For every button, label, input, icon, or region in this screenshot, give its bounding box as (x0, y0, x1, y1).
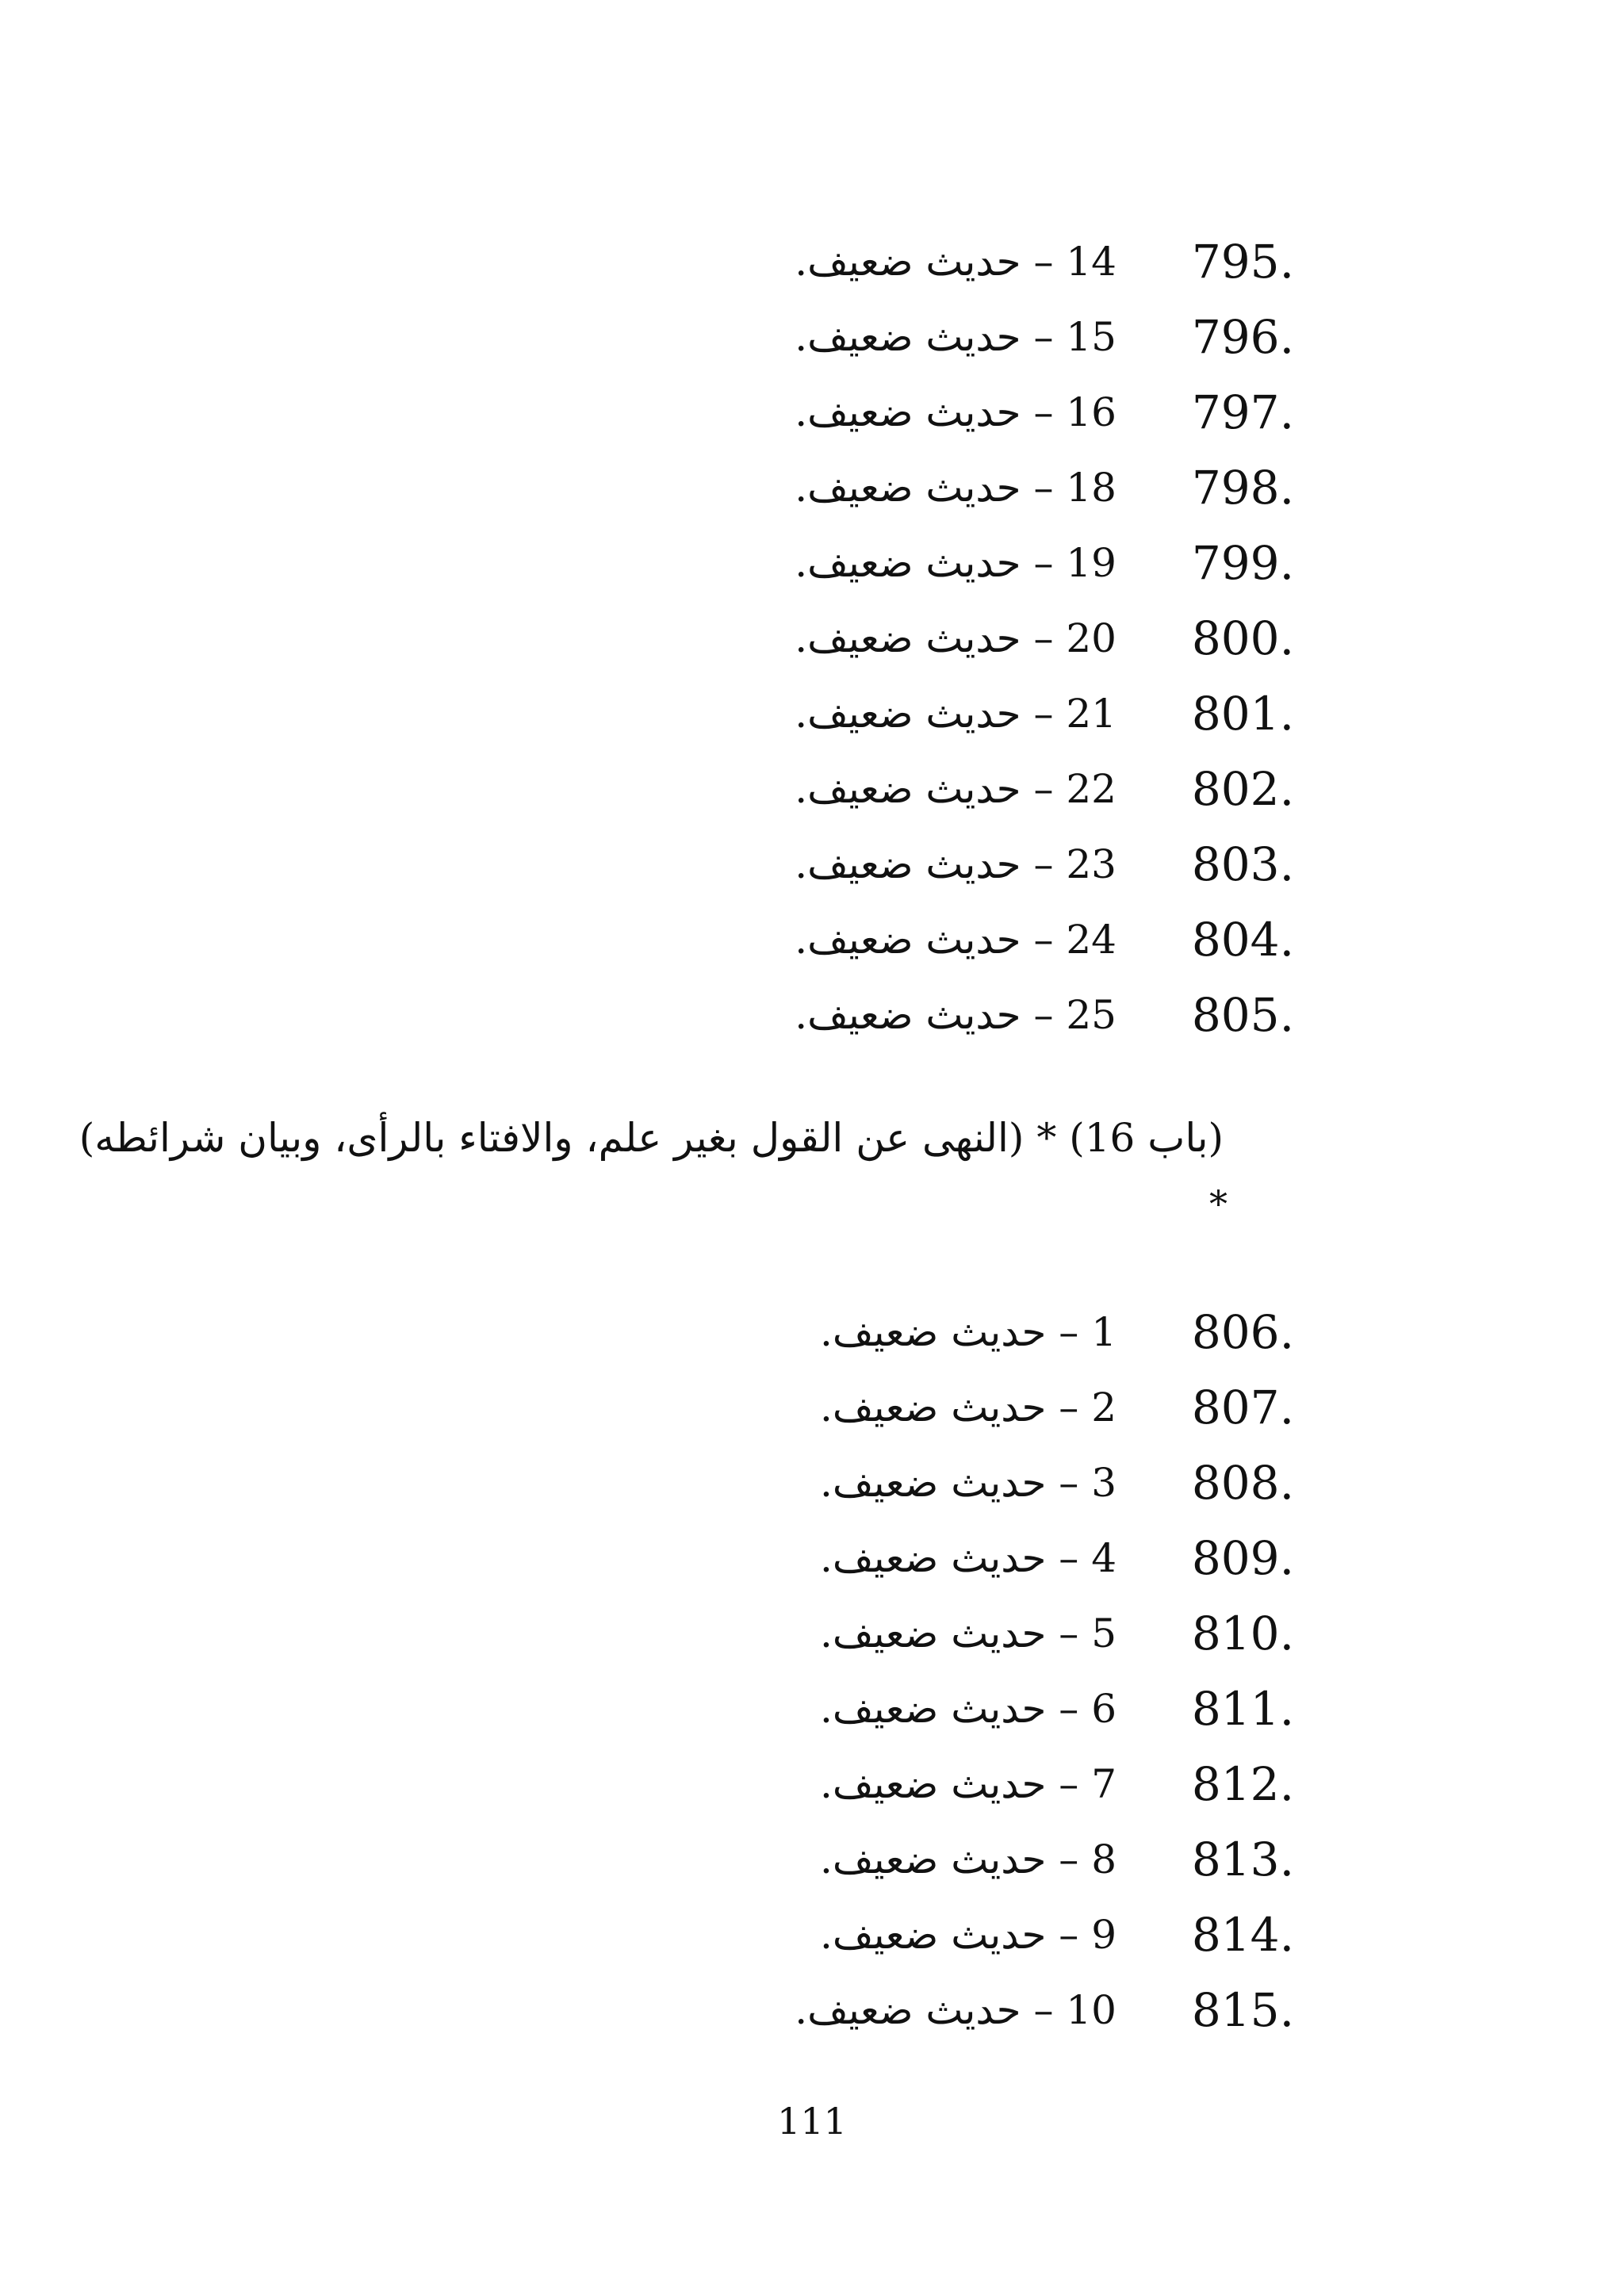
list-item (0, 1376, 1624, 1439)
entry-text: 19 – حديث ضعيف. (795, 540, 1116, 586)
list-item (0, 1978, 1624, 2042)
entry-text: 1 – حديث ضعيف. (820, 1309, 1116, 1355)
chapter-heading: (باب 16) * (النهى عن القول بغير علم، والافتاء بالرأى، وبيان شرائطه) (79, 1115, 1224, 1161)
entry-text: 15 – حديث ضعيف. (795, 314, 1116, 360)
entry-number: 809. (1191, 1531, 1294, 1585)
list-item (0, 682, 1624, 745)
entry-text: 4 – حديث ضعيف. (820, 1535, 1116, 1581)
entry-text: 7 – حديث ضعيف. (820, 1761, 1116, 1807)
entry-text: 3 – حديث ضعيف. (820, 1460, 1116, 1506)
entry-number: 812. (1191, 1757, 1294, 1811)
entry-number: 815. (1191, 1983, 1294, 2037)
entry-number: 799. (1191, 536, 1294, 590)
entry-number: 796. (1191, 310, 1294, 364)
list-item (0, 1526, 1624, 1590)
entry-number: 811. (1191, 1682, 1294, 1736)
entry-number: 795. (1191, 235, 1294, 289)
entry-text: 23 – حديث ضعيف. (795, 841, 1116, 887)
entry-text: 8 – حديث ضعيف. (820, 1836, 1116, 1882)
entry-number: 807. (1191, 1381, 1294, 1434)
entry-text: 14 – حديث ضعيف. (795, 239, 1116, 285)
entry-text: 6 – حديث ضعيف. (820, 1686, 1116, 1732)
list-item (0, 1300, 1624, 1364)
list-item (0, 833, 1624, 896)
entry-text: 21 – حديث ضعيف. (795, 691, 1116, 737)
entry-number: 798. (1191, 461, 1294, 515)
entry-number: 808. (1191, 1456, 1294, 1510)
list-item (0, 456, 1624, 519)
entry-number: 810. (1191, 1607, 1294, 1660)
entry-number: 802. (1191, 762, 1294, 816)
list-item (0, 381, 1624, 444)
entry-text: 2 – حديث ضعيف. (820, 1384, 1116, 1430)
entry-number: 800. (1191, 611, 1294, 665)
entry-number: 801. (1191, 687, 1294, 741)
list-item (0, 983, 1624, 1047)
entry-text: 16 – حديث ضعيف. (795, 389, 1116, 435)
list-item (0, 1752, 1624, 1816)
list-item (0, 757, 1624, 821)
list-item (0, 230, 1624, 293)
entry-number: 806. (1191, 1305, 1294, 1359)
list-item (0, 1903, 1624, 1967)
list-item (0, 607, 1624, 670)
entry-text: 9 – حديث ضعيف. (820, 1912, 1116, 1958)
entry-number: 803. (1191, 837, 1294, 891)
list-item (0, 531, 1624, 595)
entry-text: 5 – حديث ضعيف. (820, 1610, 1116, 1656)
entry-text: 24 – حديث ضعيف. (795, 917, 1116, 963)
entry-text: 10 – حديث ضعيف. (795, 1987, 1116, 2033)
chapter-heading-star: * (1209, 1182, 1228, 1225)
entry-number: 813. (1191, 1833, 1294, 1886)
list-item (0, 1602, 1624, 1665)
list-item (0, 305, 1624, 369)
page-number: 111 (777, 2100, 847, 2143)
entry-number: 805. (1191, 988, 1294, 1042)
list-item (0, 1451, 1624, 1515)
entry-text: 20 – حديث ضعيف. (795, 615, 1116, 661)
list-item (0, 1677, 1624, 1741)
entry-text: 18 – حديث ضعيف. (795, 465, 1116, 511)
entry-number: 804. (1191, 913, 1294, 967)
list-item (0, 1828, 1624, 1891)
entry-number: 814. (1191, 1908, 1294, 1962)
list-item (0, 908, 1624, 971)
entry-text: 25 – حديث ضعيف. (795, 992, 1116, 1038)
entry-number: 797. (1191, 385, 1294, 439)
entry-text: 22 – حديث ضعيف. (795, 766, 1116, 812)
